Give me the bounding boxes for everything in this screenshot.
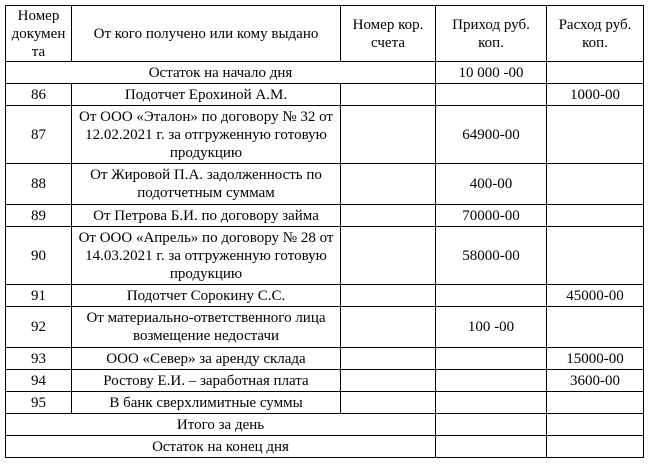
opening-balance-label: Остаток на начало дня [6,62,436,84]
table-row [6,227,644,285]
opening-balance-expense [547,62,644,84]
table-row [6,285,644,307]
table-row [6,164,644,205]
row-account [341,227,436,285]
table-row [6,205,644,227]
total-day-row [6,414,644,436]
row-expense [547,205,644,227]
row-description: От Жировой П.А. задолженность по подотчетным суммам [72,164,341,205]
row-number: 94 [6,370,72,392]
row-account [341,106,436,164]
header-expense: Расход руб. коп. [547,6,644,62]
row-account [341,205,436,227]
row-number: 88 [6,164,72,205]
table-row [6,348,644,370]
opening-balance-row [6,62,644,84]
row-income [436,392,547,414]
row-income: 64900-00 [436,106,547,164]
row-expense: 3600-00 [547,370,644,392]
row-number: 91 [6,285,72,307]
closing-balance-label: Остаток на конец дня [6,436,436,458]
total-day-income [436,414,547,436]
row-description: От материально-ответственного лица возмещение недостачи [72,307,341,348]
row-expense [547,392,644,414]
row-account [341,164,436,205]
table-row [6,307,644,348]
closing-balance-income [436,436,547,458]
total-day-label: Итого за день [6,414,436,436]
row-description: Подотчет Сорокину С.С. [72,285,341,307]
row-expense: 45000-00 [547,285,644,307]
table-row [6,392,644,414]
row-expense [547,227,644,285]
row-description: Ростову Е.И. – заработная плата [72,370,341,392]
row-income [436,84,547,106]
row-income [436,370,547,392]
row-account [341,285,436,307]
row-description: От ООО «Апрель» по договору № 28 от 14.03.2021 г. за отгруженную готовую продукцию [72,227,341,285]
row-number: 87 [6,106,72,164]
header-counterparty: От кого получено или кому выдано [72,6,341,62]
row-number: 90 [6,227,72,285]
row-account [341,348,436,370]
opening-balance-income: 10 000 -00 [436,62,547,84]
table-row [6,370,644,392]
row-description: ООО «Север» за аренду склада [72,348,341,370]
total-day-expense [547,414,644,436]
row-income: 58000-00 [436,227,547,285]
row-income: 100 -00 [436,307,547,348]
row-expense [547,307,644,348]
header-corr-account: Номер кор. счета [341,6,436,62]
row-account [341,392,436,414]
header-row [6,6,644,62]
row-income: 70000-00 [436,205,547,227]
row-income [436,285,547,307]
row-income: 400-00 [436,164,547,205]
row-expense: 15000-00 [547,348,644,370]
row-expense [547,164,644,205]
row-account [341,307,436,348]
table-row [6,84,644,106]
row-description: В банк сверхлимитные суммы [72,392,341,414]
row-description: От Петрова Б.И. по договору займа [72,205,341,227]
row-account [341,84,436,106]
row-expense [547,106,644,164]
cash-ledger-table [5,5,644,458]
row-number: 95 [6,392,72,414]
row-number: 89 [6,205,72,227]
row-income [436,348,547,370]
row-number: 93 [6,348,72,370]
table-row [6,106,644,164]
row-account [341,370,436,392]
row-description: Подотчет Ерохиной А.М. [72,84,341,106]
header-income: Приход руб. коп. [436,6,547,62]
header-document-number: Номер докумен та [6,6,72,62]
row-expense: 1000-00 [547,84,644,106]
row-number: 86 [6,84,72,106]
row-number: 92 [6,307,72,348]
row-description: От ООО «Эталон» по договору № 32 от 12.02.2021 г. за отгруженную готовую продукцию [72,106,341,164]
closing-balance-row [6,436,644,458]
closing-balance-expense [547,436,644,458]
